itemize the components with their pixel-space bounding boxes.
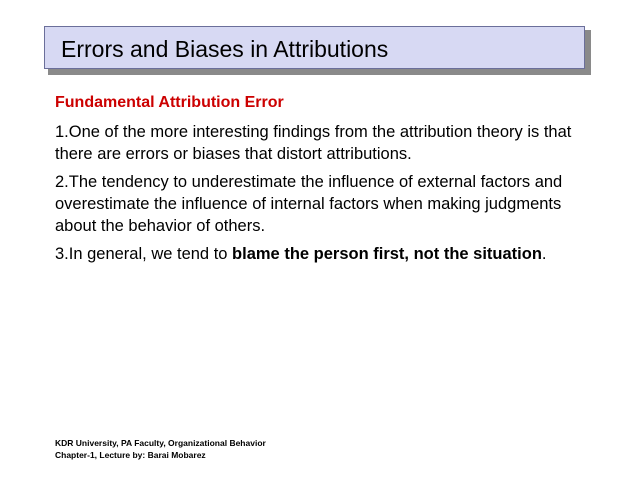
point-3-end: . (541, 245, 547, 263)
point-1: 1.One of the more interesting findings from the attribution theory is that there are errors or biases that distort attributions. (55, 123, 572, 163)
point-3-emphasis: blame the person first, not the situation (232, 245, 542, 263)
slide-content (55, 93, 595, 271)
slide-title: Errors and Biases in Attributions (61, 36, 389, 62)
footer-line-1: KDR University, PA Faculty, Organizational Behavior (55, 438, 266, 448)
footer (55, 437, 266, 461)
subheading: Fundamental Attribution Error (55, 94, 284, 111)
point-3-start: 3.In general, we tend to (55, 245, 233, 263)
footer-line-2: Chapter-1, Lecture by: Barai Mobarez (55, 450, 206, 460)
title-box (44, 26, 585, 69)
point-2: 2.The tendency to underestimate the influence of external factors and overestimate the influence of internal factors when making judgments about the behavior of others. (55, 173, 563, 235)
point-3 (55, 243, 595, 265)
